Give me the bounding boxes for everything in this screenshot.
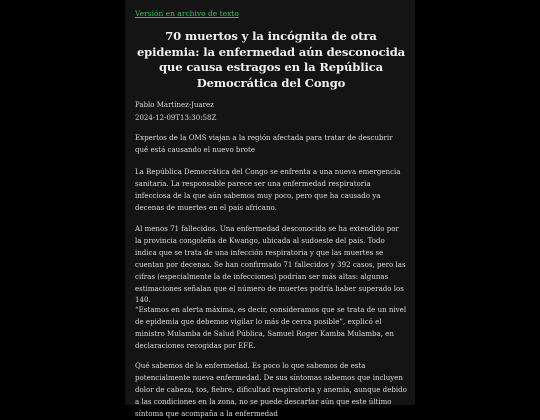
paragraph-4: Qué sabemos de la enfermedad. Es poco lo que sabemos de esta potencialmente nueva enfermedad. De sus síntomas sabemos que incluyen dolor de cabeza, tos, fiebre, dificultad respiratoria y anemia, aunque debido a las condiciones en la zona, no se puede descartar aún que este último síntoma que acompaña a la enfermedad xyxy=(135,361,407,418)
publish-date: 2024-12-09T13:30:58Z xyxy=(135,114,217,122)
article-subtitle: Expertos de la OMS viajan a la región afectada para tratar de descubrir qué está causando el nuevo brote xyxy=(135,133,393,154)
paragraph-1: La República Democrática del Congo se enfrenta a una nueva emergencia sanitaria. La responsable parece ser una enfermedad respiratoria infecciosa de la que aún sabemos muy poco, pero que ha causado ya decenas de muertes en el país africano. xyxy=(135,167,401,212)
text-version-link[interactable]: Versión en archivo de texto xyxy=(135,9,239,18)
paragraph-3: “Estamos en alerta máxima, es decir, consideramos que se trata de un nivel de epidemia que debemos vigilar lo más de cerca posible”, explicó el ministro Mulamba de Salud Pública, Samuel Roger Kamba Mulamba, en declaraciones recogidas por EFE. xyxy=(135,305,407,350)
article-title: 70 muertos y la incógnita de otra epidemia: la enfermedad aún desconocida que causa estragos en la República Democrática del Congo xyxy=(136,29,406,90)
paragraph-2: Al menos 71 fallecidos. Una enfermedad desconocida se ha extendido por la provincia congoleña de Kwango, ubicada al sudoeste del país. Todo indica que se trata de una infección respiratoria y que las muertes se cuentan por decenas. Se han confirmado 71 fallecidos y 392 casos, pero las cifras (especialmente la de infecciones) podrían ser más altas: algunas estimaciones señalan que el número de muertes podría haber superado los 140. xyxy=(135,224,406,305)
author-name: Pablo Martínez-Juarez xyxy=(135,101,214,109)
article-container xyxy=(125,0,415,418)
